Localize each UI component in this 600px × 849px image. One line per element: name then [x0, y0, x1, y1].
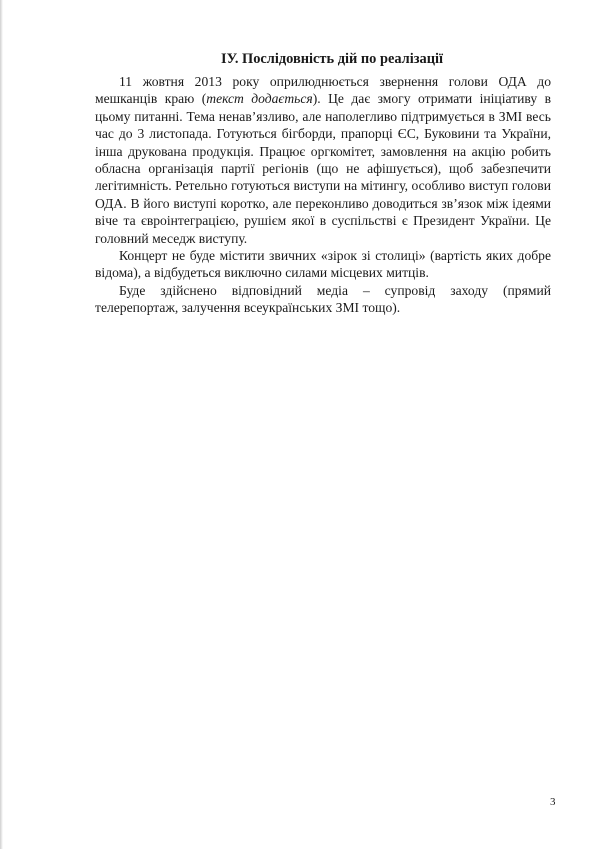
page-number: 3 — [550, 796, 556, 808]
scan-page-edge — [0, 0, 3, 849]
paragraph-1 — [95, 73, 551, 247]
document-body — [95, 50, 551, 317]
paragraph-3: Буде здійснено відповідний медіа – супровід заходу (прямий телерепортаж, залучення всеукраїнських ЗМІ тощо). — [95, 282, 551, 316]
section-heading: IУ. Послідовність дій по реалізації — [221, 51, 443, 67]
paragraph-1-text-start: 11 жовтня 2013 року оприлюднюється звернення голови ОДА до мешканців краю ( — [95, 74, 551, 107]
paragraph-1-italic-note: текст додається — [206, 91, 313, 107]
paragraph-1-text-end: ). Це дає змогу отримати ініціативу в цьому питанні. Тема ненав’язливо, але наполегливо підтримується в ЗМІ весь час до 3 листопада. Готуються бігборди, прапорці ЄС, Буковини та України, інша друкована продукція. Працює оргкомітет, замовлення на акцію робить обласна організація партії регіонів (що не афішується), щоб забезпечити легітимність. Ретельно готуються виступи на мітингу, особливо виступ голови ОДА. В його виступі коротко, але переконливо доводиться зв’язок між ідеями віче та євроінтеграцією, рушієм якої в суспільстві є Президент України. Це головний меседж виступу. — [95, 91, 551, 246]
paragraph-2: Концерт не буде містити звичних «зірок зі столиці» (вартість яких добре відома), а відбудеться виключно силами місцевих митців. — [95, 248, 551, 281]
